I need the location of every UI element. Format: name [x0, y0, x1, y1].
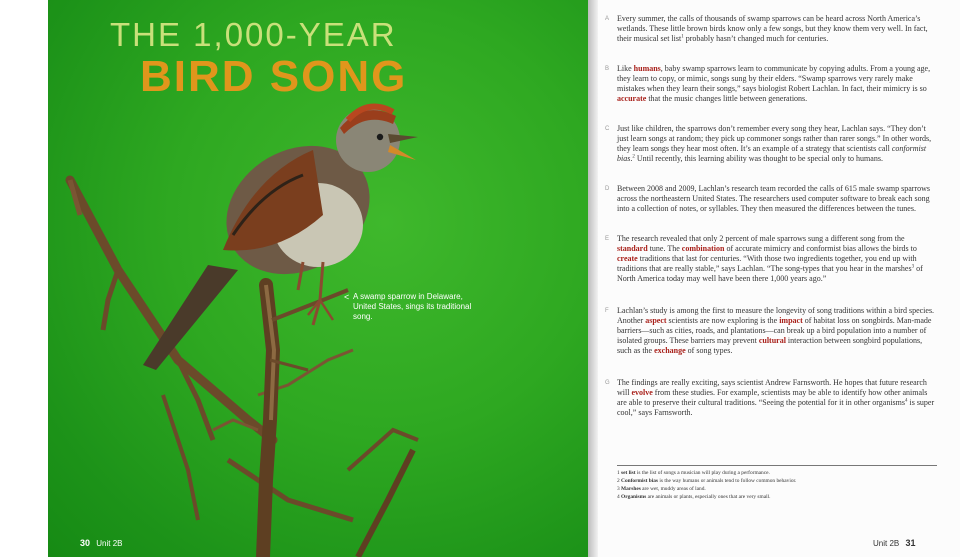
- paragraph-c: [605, 124, 937, 164]
- footnote-text: are wet, muddy areas of land.: [640, 486, 706, 492]
- footnote-term: set list: [621, 470, 636, 476]
- paragraph-text: probably hasn’t changed much for centuries.: [683, 34, 829, 43]
- article-title-line-2: BIRD SONG: [140, 52, 408, 101]
- italic-term: conformist bias: [617, 144, 927, 163]
- paragraph-letter: B: [605, 66, 610, 72]
- footnote-text: are animals or plants, especially ones that are very small.: [646, 494, 771, 500]
- paragraph-letter: A: [605, 16, 610, 22]
- paragraph-text: , baby swamp sparrows learn to communicate by copying adults. From a young age, they learn to copy, or mimic, songs sung by their elders. “Swamp sparrows very rarely make mistakes when they learn their songs,” says biologist Robert Lachlan. In fact, their mimicry is so: [617, 64, 931, 93]
- footnote-term: Conformist bias: [621, 478, 659, 484]
- paragraph-text: traditions that last for centuries. “With those two ingredients together, you end up with traditions that are really stable,” says Lachlan. “The song-types that you hear in the marshes: [617, 254, 917, 273]
- paragraph-e: [605, 234, 937, 284]
- footnote-term: Marshes: [621, 486, 641, 492]
- keyword: combination: [681, 244, 725, 253]
- footnotes: [617, 465, 937, 501]
- paragraph-d: [605, 184, 937, 214]
- caption-arrow-icon: <: [344, 292, 350, 302]
- footnote-item: [617, 469, 937, 477]
- paragraph-text: .: [630, 154, 633, 163]
- paragraph-text: Like: [617, 64, 634, 73]
- keyword: impact: [779, 316, 803, 325]
- left-page: [48, 0, 591, 557]
- paragraph-letter: G: [605, 380, 610, 386]
- paragraph-text: Until recently, this learning ability was thought to be special only to humans.: [634, 154, 883, 163]
- paragraph-g: [605, 378, 937, 418]
- keyword: accurate: [617, 94, 647, 103]
- photo-caption: [344, 292, 483, 322]
- keyword: evolve: [631, 388, 653, 397]
- paragraph-text: Between 2008 and 2009, Lachlan’s research team recorded the calls of 615 male swamp sparrows across the northeastern United States. The researchers used computer software to break each song into a collection of notes, or syllables. They then measured the differences between the tunes.: [617, 184, 930, 213]
- keyword: create: [617, 254, 638, 263]
- paragraph-letter: D: [605, 186, 610, 192]
- left-page-number: 30: [80, 538, 91, 548]
- paragraph-text: of accurate mimicry and conformist bias allows the birds to: [724, 244, 917, 253]
- paragraph-letter: F: [605, 308, 609, 314]
- paragraph-text: of habitat loss on songbirds. Man-made barriers—such as cities, roads, and plantations—can break up a bird population into a number of isolated groups. These barriers may prevent: [617, 316, 932, 345]
- paragraph-text: tune. The: [647, 244, 682, 253]
- keyword: aspect: [645, 316, 667, 325]
- paragraph-text: The findings are really exciting, says scientist Andrew Farnsworth. He hopes that future research will: [617, 378, 927, 397]
- footnote-ref: 4: [904, 398, 908, 404]
- footnote-item: [617, 477, 937, 485]
- paragraph-text: scientists are now exploring is the: [666, 316, 780, 325]
- paragraph-b: [605, 64, 937, 104]
- caption-text: A swamp sparrow in Delaware, United States, sings its traditional song.: [353, 292, 472, 321]
- paragraph-text: Lachlan’s study is among the first to measure the longevity of song traditions within a bird species. Another: [617, 306, 935, 325]
- footnote-number: 1: [617, 470, 622, 476]
- footnote-item: [617, 485, 937, 493]
- keyword: humans: [633, 64, 661, 73]
- keyword: cultural: [758, 336, 786, 345]
- keyword: exchange: [654, 346, 686, 355]
- footnote-number: 4: [617, 494, 622, 500]
- footnote-ref: 1: [681, 34, 684, 40]
- paragraph-text: of song types.: [685, 346, 733, 355]
- paragraph-letter: C: [605, 126, 610, 132]
- page-gutter: [588, 0, 598, 557]
- right-page-number: 31: [905, 538, 916, 548]
- right-unit-label: Unit 2B: [873, 539, 900, 548]
- right-page-footer: [873, 538, 915, 548]
- footnote-item: [617, 493, 937, 501]
- footnote-ref: 2: [632, 154, 635, 160]
- paragraph-text: The research revealed that only 2 percent of male sparrows sung a different song from the: [617, 234, 905, 243]
- paragraph-f: [605, 306, 937, 356]
- paragraph-letter: E: [605, 236, 610, 242]
- footnote-number: 3: [617, 486, 622, 492]
- footnote-number: 2: [617, 478, 622, 484]
- paragraph-text: from these studies. For example, scientists may be able to identify how other animals are able to preserve their cultural traditions. “Seeing the potential for it in other organisms: [617, 388, 928, 407]
- paragraph-a: [605, 14, 937, 44]
- left-page-footer: [80, 538, 122, 548]
- keyword: standard: [617, 244, 648, 253]
- article-title-line-1: THE 1,000-YEAR: [110, 16, 397, 53]
- paragraph-text: is super cool,” says Farnsworth.: [617, 398, 935, 417]
- footnote-term: Organisms: [621, 494, 647, 500]
- left-unit-label: Unit 2B: [96, 539, 123, 548]
- paragraph-text: that the music changes little between generations.: [646, 94, 808, 103]
- paragraph-text: Just like children, the sparrows don’t remember every song they hear, Lachlan says. “They don’t just learn songs at random; they pick up commoner songs rather than rarer songs.” In other words, they learn songs they hear most often. It’s an example of a strategy that scientists call: [617, 124, 932, 153]
- paragraph-text: of North America today may well have been there 1,000 years ago.”: [617, 264, 923, 283]
- paragraph-text: Every summer, the calls of thousands of swamp sparrows can be heard across North America’s wetlands. These little brown birds know only a few songs, but they know them very well. In fact, their musical set list: [617, 14, 928, 43]
- footnote-ref: 3: [911, 264, 915, 270]
- footnote-text: is the way humans or animals tend to follow common behavior.: [658, 478, 797, 484]
- paragraph-text: interaction between songbird populations, such as the: [617, 336, 923, 355]
- right-page: [598, 0, 960, 557]
- footnote-text: is the list of songs a musician will play during a performance.: [635, 470, 770, 476]
